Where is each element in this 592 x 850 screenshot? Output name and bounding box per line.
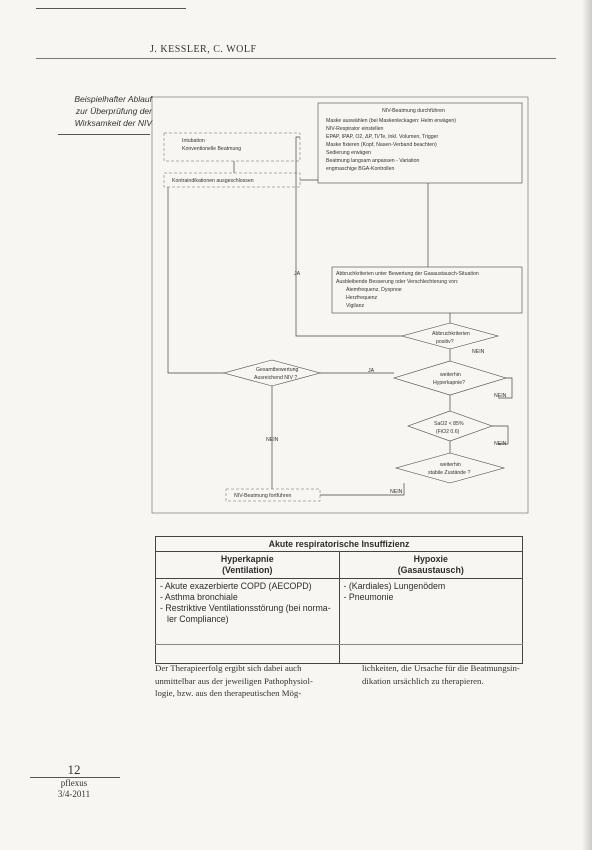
check-item-3: Vigilanz [346, 303, 365, 309]
reevaluate-ja-loop [168, 187, 224, 373]
top-rule-short [36, 8, 186, 9]
decision-abort-line-1: Abbruchkriterien [432, 331, 470, 337]
label-nein-1: NEIN [472, 349, 485, 355]
niv-item-7: engmaschige BGA-Kontrollen [326, 166, 395, 172]
niv-item-6: Beatmung langsam anpassen - Variation [326, 158, 420, 164]
table-bottom-rule [155, 644, 523, 645]
body-text-col1 [155, 662, 341, 700]
body-line: dikation ursächlich zu therapieren. [362, 675, 484, 686]
decision-stable [396, 453, 504, 483]
decision-hypercapnia [394, 361, 506, 395]
body-line: unmittelbar aus der jeweiligen Pathophysiol- [155, 675, 313, 686]
caption-line-3: Wirksamkeit der NIV [74, 118, 152, 128]
intubation-line-1: Intubation [182, 138, 205, 144]
body-line: logie, bzw. aus den therapeutischen Mög- [155, 688, 302, 699]
table-item: - (Kardiales) Lungenödem [343, 581, 446, 591]
page-edge-shadow [582, 0, 592, 850]
head-hyperkapnie-title: Hyperkapnie [220, 554, 274, 564]
table-title: Akute respiratorische Insuffizienz [156, 537, 522, 552]
flowchart [150, 95, 530, 515]
header-rule [36, 58, 556, 59]
journal-name: pflexus [60, 778, 88, 788]
decision-abort-line-2: positiv? [436, 339, 454, 345]
table-item: - Pneumonie [343, 592, 394, 602]
label-nein-3: NEIN [494, 441, 507, 447]
journal-issue: 3/4-2011 [57, 789, 91, 799]
niv-item-4: Maske fixieren (Kopf, Nasen-Verband beachten) [326, 142, 437, 148]
table-item: - Restriktive Ventilationsstörung (bei norma- [160, 603, 331, 613]
table-head-row [156, 552, 522, 579]
table-item: - Asthma bronchiale [160, 592, 238, 602]
label-nein-4: NEIN [390, 489, 403, 495]
end-box-text: NIV-Beatmung fortführen [234, 493, 292, 499]
decision-hypercapnia-line-2: Hyperkapnie? [433, 380, 466, 386]
check-box-subtitle: Ausbleibende Besserung oder Verschlechterung von: [336, 279, 459, 285]
flowchart-svg [150, 95, 530, 515]
niv-item-1: Maske auswählen (bei Maskenleckagen: Helm erwägen) [326, 118, 457, 124]
label-nein-5: NEIN [266, 437, 279, 443]
figure-caption [40, 93, 152, 129]
table-body-row [156, 579, 522, 663]
check-item-2: Herzfrequenz [346, 295, 378, 301]
niv-item-2: NIV-Respirator einstellen [326, 126, 384, 132]
decision-reevaluate [224, 360, 320, 386]
header-authors: J. KESSLER, C. WOLF [150, 44, 257, 55]
table-head-hypoxie [339, 552, 523, 579]
decision-reevaluate-line-2: Ausreichend NIV ? [254, 375, 298, 381]
check-box-title: Abbruchkriterien unter Bewertung der Gasaustausch-Situation [336, 271, 479, 277]
page-footer [28, 762, 120, 800]
head-hypoxie-sub: (Gasaustausch) [397, 565, 464, 575]
body-line: lichkeiten, die Ursache für die Beatmungsin- [362, 663, 520, 673]
table-head-hyperkapnie [156, 552, 339, 579]
label-ja-1: JA [294, 271, 301, 277]
table-item: - Akute exazerbierte COPD (AECOPD) [160, 581, 312, 591]
decision-stable-line-2: stabile Zustände ? [428, 470, 471, 476]
head-hyperkapnie-sub: (Ventilation) [222, 565, 273, 575]
niv-item-5: Sedierung erwägen [326, 150, 371, 156]
body-text-col2 [362, 662, 548, 687]
check-item-1: Atemfrequenz, Dyspnoe [346, 287, 402, 293]
intubation-line-2: Konventionelle Beatmung [182, 146, 242, 152]
table-cell-hypoxie [339, 579, 523, 663]
label-nein-2: NEIN [494, 393, 507, 399]
decision-oxygen-line-2: (FiO2 0.6) [436, 429, 460, 435]
table-cell-hyperkapnie [156, 579, 339, 663]
niv-item-3: EPAP, IPAP, O2, ΔP, Ti/Te, Inkl. Volumen, Trigger [326, 134, 439, 140]
footer-rule [30, 777, 120, 778]
table-item: ler Compliance) [167, 614, 229, 624]
label-ja-2: JA [368, 368, 375, 374]
caption-line-2: zur Überprüfung der [75, 106, 152, 116]
head-hypoxie-title: Hypoxie [413, 554, 448, 564]
decision-reevaluate-line-1: Gesamtbewertung [256, 367, 299, 373]
decision-hypercapnia-line-1: weiterhin [440, 372, 461, 378]
decision-stable-line-1: weiterhin [440, 462, 461, 468]
contraindication-text: Kontraindikationen ausgeschlossen [172, 178, 254, 184]
page-number: 12 [67, 762, 81, 777]
niv-box-title: NIV-Beatmung durchführen [382, 108, 445, 114]
body-line: Der Therapieerfolg ergibt sich dabei auch [155, 663, 302, 673]
decision-oxygen-line-1: SaO2 < 85% [434, 421, 464, 427]
caption-line-1: Beispielhafter Ablauf [74, 94, 152, 104]
caption-rule [58, 134, 150, 135]
